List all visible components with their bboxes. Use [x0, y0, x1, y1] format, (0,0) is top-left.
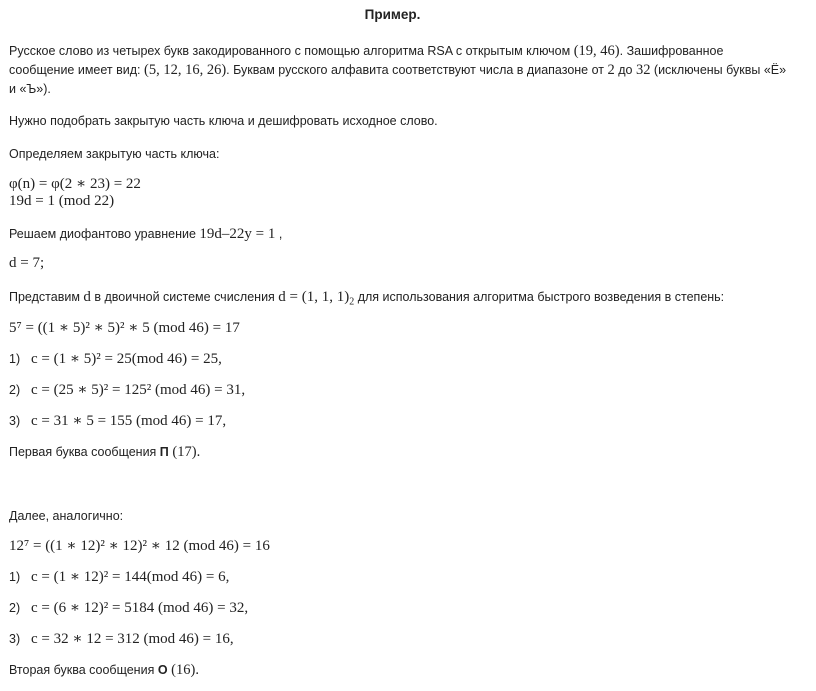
- binary-text-2: в двоичной системе счисления: [90, 290, 279, 304]
- result-text: Первая буква сообщения: [9, 445, 160, 459]
- result-letter: О: [157, 663, 168, 677]
- binary-subscript: 2: [349, 296, 355, 308]
- block2-main-equation: 12⁷ = ((1 ∗ 12)² ∗ 12)² ∗ 12 (mod 46) = 16: [9, 538, 270, 554]
- block1-step: [9, 349, 222, 368]
- diophantine-tail: ,: [275, 227, 283, 241]
- binary-text-1: Представим: [9, 290, 84, 304]
- public-key: (19, 46): [573, 43, 620, 59]
- step-equation: c = (1 ∗ 12)² = 144(mod 46) = 6,: [31, 569, 230, 585]
- step-number: 1): [9, 570, 21, 584]
- next-text: Далее, аналогично:: [9, 509, 124, 523]
- block1-result: [9, 443, 200, 462]
- range-to: 32: [635, 62, 651, 78]
- block2-result: [9, 661, 199, 680]
- block2-step: [9, 598, 248, 617]
- binary-line: [9, 288, 724, 312]
- d-congruence: 19d = 1 (mod 22): [9, 193, 115, 209]
- step-equation: c = (1 ∗ 5)² = 25(mod 46) = 25,: [31, 351, 222, 367]
- intro-text-4: . Буквам русского алфавита соответствуют числа в диапазоне от: [226, 63, 608, 77]
- range-from: 2: [607, 62, 615, 78]
- step-equation: c = (6 ∗ 12)² = 5184 (mod 46) = 32,: [31, 600, 249, 616]
- step-number: 1): [9, 352, 21, 366]
- block1-step: [9, 411, 226, 430]
- intro-text-5: до: [614, 63, 636, 77]
- binary-var: d: [83, 289, 91, 305]
- block2-step: [9, 629, 234, 648]
- intro-text-3: сообщение имеет вид:: [9, 63, 144, 77]
- diophantine-equation: 19d–22y = 1: [199, 226, 276, 242]
- phi-equation: φ(n) = φ(2 ∗ 23) = 22: [9, 176, 141, 192]
- result-number: (17).: [168, 444, 201, 460]
- binary-text-3: для использования алгоритма быстрого возведения в степень:: [354, 290, 725, 304]
- result-letter: П: [159, 445, 169, 459]
- step-equation: c = 32 ∗ 12 = 312 (mod 46) = 16,: [31, 631, 234, 647]
- step-number: 2): [9, 383, 21, 397]
- intro-text-2: . Зашифрованное: [619, 44, 724, 58]
- diophantine-line: [9, 225, 282, 244]
- intro-text-7: и «Ъ»).: [9, 82, 51, 96]
- page-title: Пример.: [364, 7, 421, 22]
- intro-text-6: (исключены буквы «Ё»: [650, 63, 787, 77]
- block1-step: [9, 380, 245, 399]
- d-value: d = 7;: [9, 255, 45, 271]
- step-number: 3): [9, 414, 21, 428]
- block1-main-equation: 5⁷ = ((1 ∗ 5)² ∗ 5)² ∗ 5 (mod 46) = 17: [9, 320, 240, 336]
- intro-paragraph: [9, 42, 786, 99]
- intro-text-1: Русское слово из четырех букв закодированного с помощью алгоритма RSA с открытым ключом: [9, 44, 574, 58]
- step-number: 3): [9, 632, 21, 646]
- binary-equation: d = (1, 1, 1): [278, 289, 350, 305]
- diophantine-text: Решаем диофантово уравнение: [9, 227, 200, 241]
- step-equation: c = 31 ∗ 5 = 155 (mod 46) = 17,: [31, 413, 227, 429]
- task-text: Нужно подобрать закрытую часть ключа и дешифровать исходное слово.: [9, 114, 438, 128]
- step-equation: c = (25 ∗ 5)² = 125² (mod 46) = 31,: [31, 382, 246, 398]
- result-number: (16).: [167, 662, 199, 678]
- block2-step: [9, 567, 229, 586]
- cipher-text: (5, 12, 16, 26): [144, 62, 227, 78]
- step-number: 2): [9, 601, 21, 615]
- result-text: Вторая буква сообщения: [9, 663, 158, 677]
- step-header: Определяем закрытую часть ключа:: [9, 147, 220, 161]
